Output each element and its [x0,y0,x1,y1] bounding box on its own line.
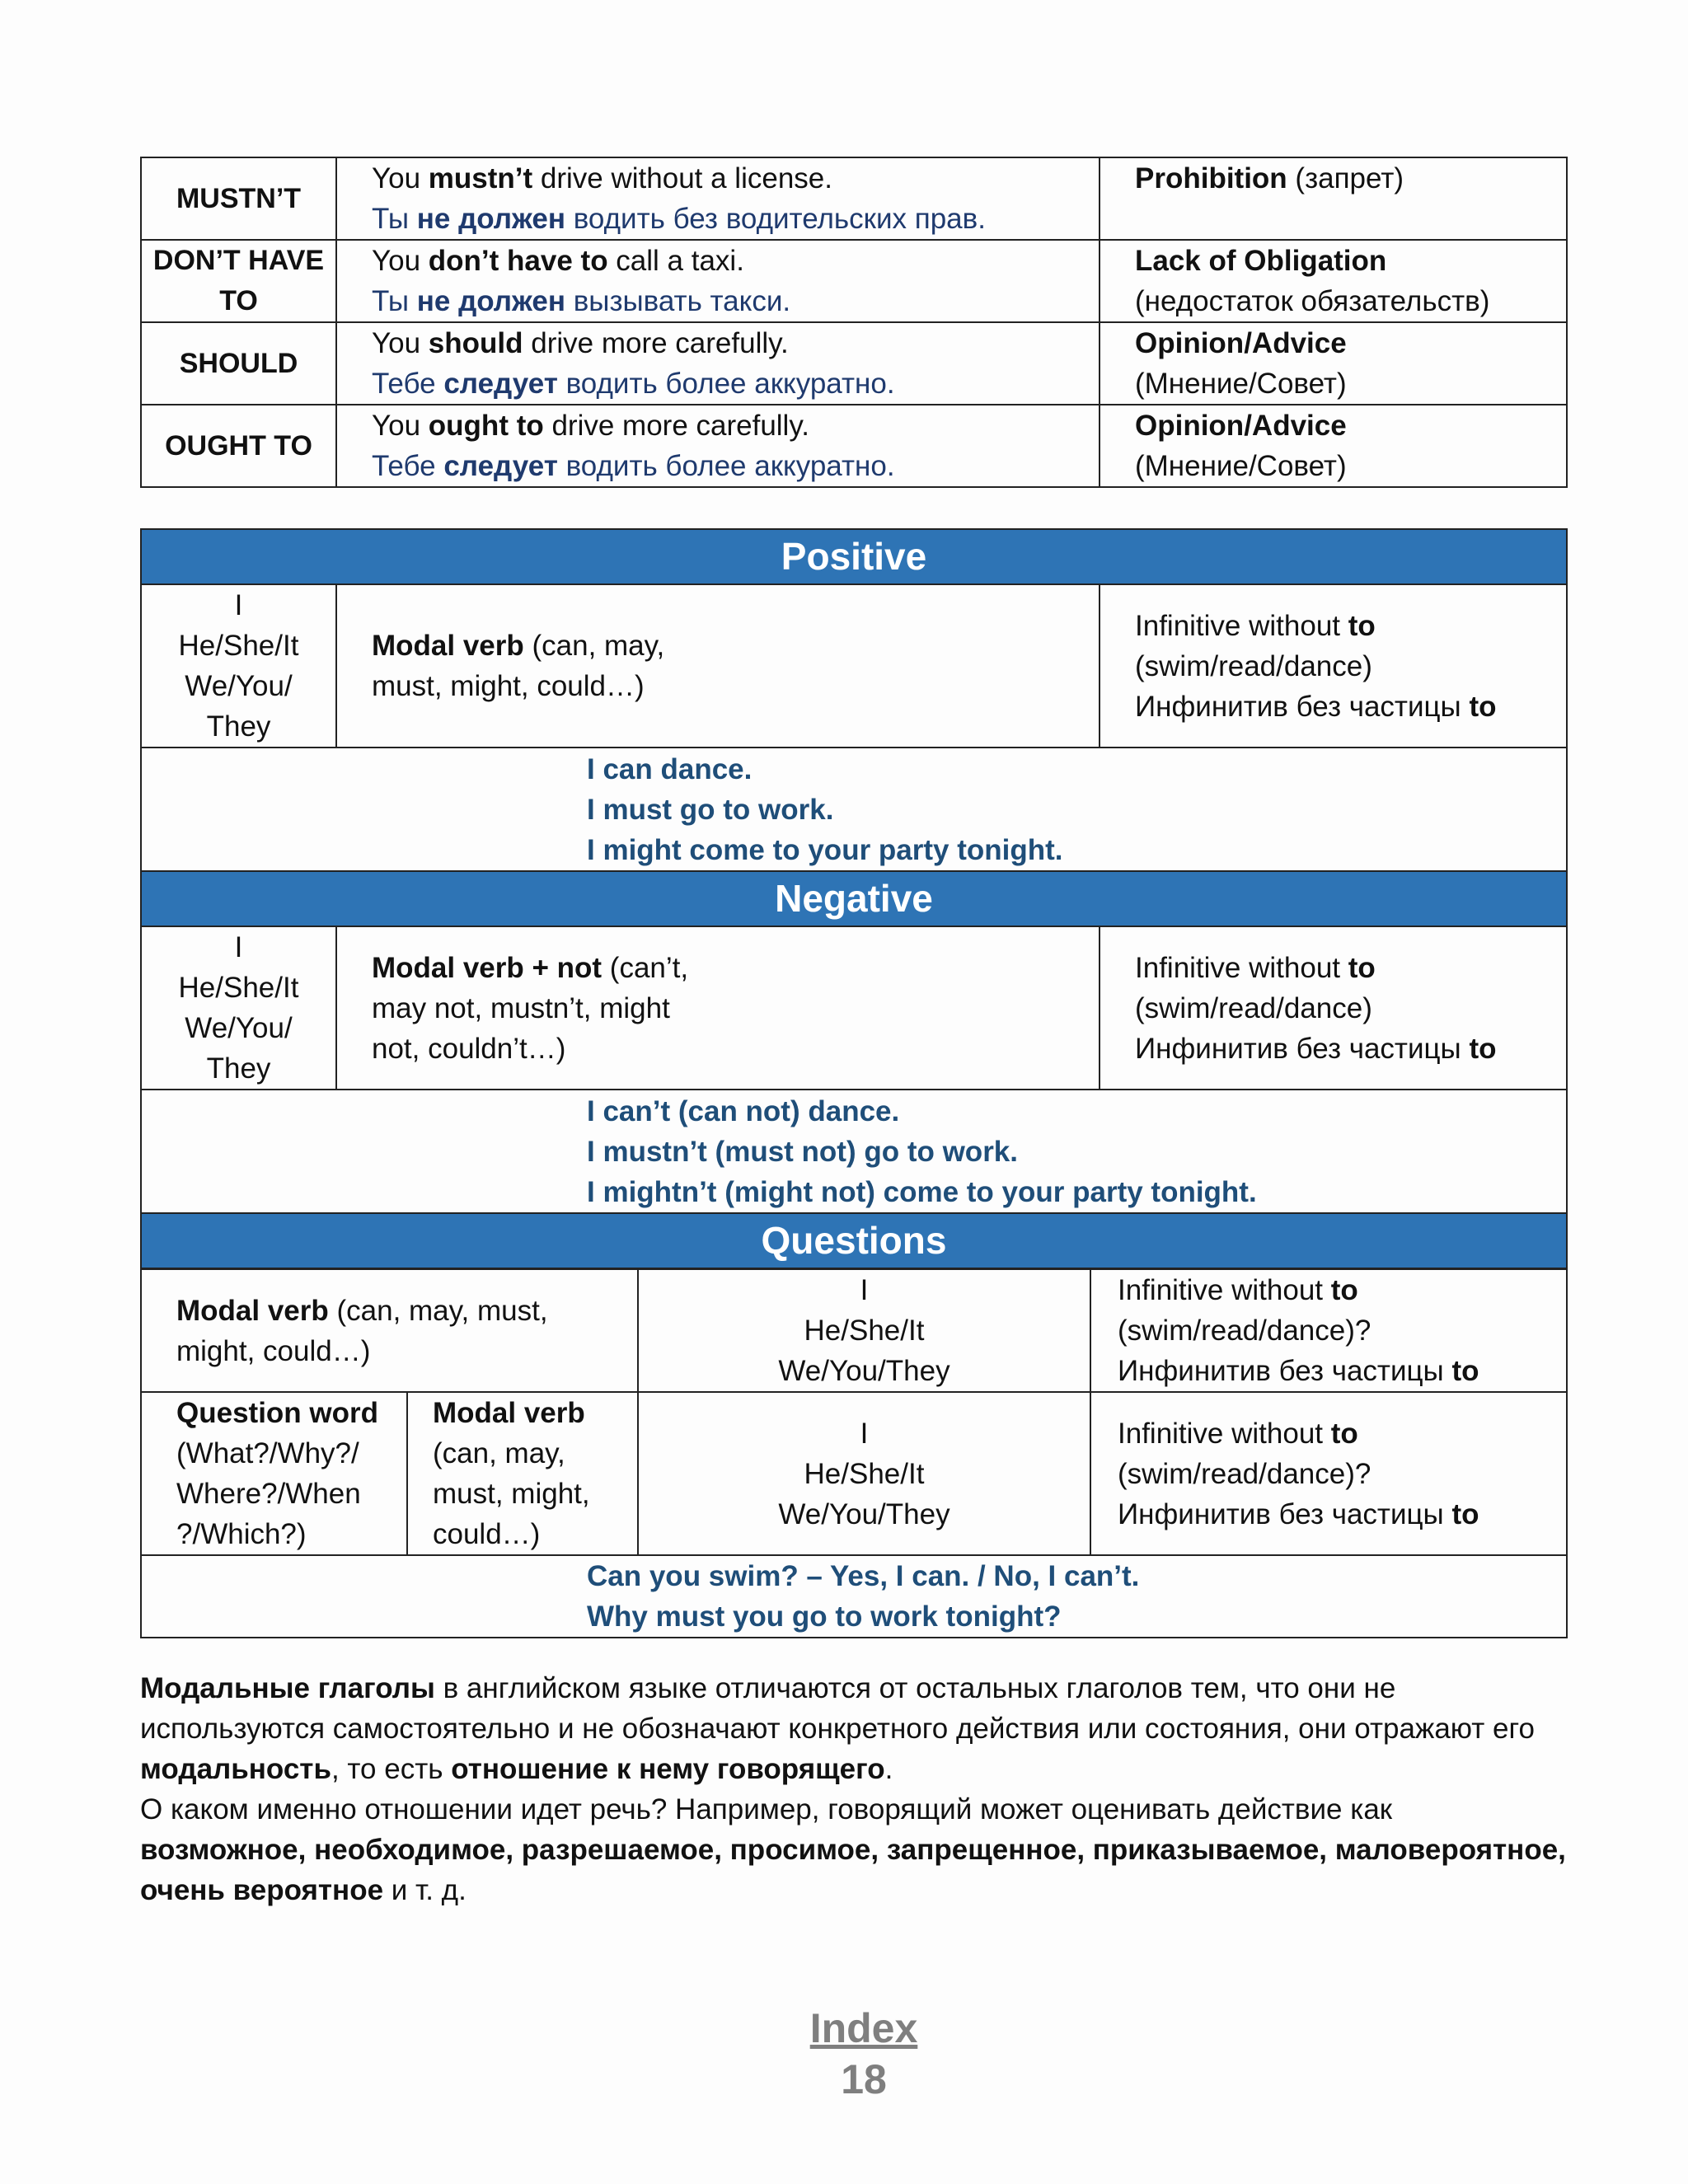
pronoun: He/She/It [178,972,299,1004]
questions-examples-row [141,1555,1567,1638]
grammar-table [140,528,1568,1269]
modal-verbs-table [140,157,1568,488]
pronoun: We/You/They [778,1497,950,1530]
paragraph-block [140,1789,1566,1910]
pronoun: He/She/It [804,1457,925,1490]
example-sentence: I must go to work. [587,793,834,826]
pronoun: We/You/ [185,1012,293,1044]
infinitive-cell [1090,1392,1567,1555]
modal-verb-label: OUGHT TO [165,429,312,462]
infinitive-to: to [1348,951,1376,984]
positive-header: Positive [141,529,1567,584]
example-ru-text: Ты [372,203,417,235]
bold-term: Модальные глаголы [140,1672,435,1704]
example-cell [336,240,1100,322]
example-en-text: You [372,245,429,277]
example-en-text: You [372,410,429,442]
question-word-list: (What?/Why?/ Where?/When ?/Which?) [176,1437,361,1550]
meaning-cell [1100,322,1567,405]
pronoun: He/She/It [804,1315,925,1347]
infinitive-cell [1100,926,1567,1090]
positive-examples-row [141,748,1567,871]
modal-verb-cell [336,926,1100,1090]
bold-term: отношение к нему говорящего [451,1753,885,1785]
pronouns-cell [638,1269,1090,1392]
modal-verb-list: (can, may, must, might, could…) [176,1294,548,1367]
example-en-bold: mustn’t [428,162,533,194]
modal-verb-label: MUSTN’T [176,182,302,214]
modal-verb-cell [141,240,336,322]
pronoun: He/She/It [178,630,299,662]
table-row [141,405,1567,487]
example-en-text: drive more carefully. [523,327,789,359]
meaning-text: (Мнение/Совет) [1135,368,1347,400]
example-en-bold: don’t have to [428,245,608,277]
meaning-text: (запрет) [1287,162,1404,194]
infinitive-text: Infinitive without [1118,1274,1331,1306]
meaning-bold: Opinion/Advice [1135,327,1347,359]
modal-verb-list: (can’t, may not, mustn’t, might not, couldn’t…) [372,951,689,1065]
modal-verb-bold: Modal verb [372,630,524,662]
table-row [141,322,1567,405]
modal-verb-label: DON’T HAVE TO [152,245,325,316]
pronoun: We/You/ [185,670,293,702]
meaning-text: (недостаток обязательств) [1135,285,1490,317]
example-sentence: I might come to your party tonight. [587,833,1063,866]
example-ru-text: водить без водительских прав. [565,203,986,235]
example-ru-text: водить более аккуратно. [557,368,895,400]
modal-verb-cell [336,584,1100,748]
infinitive-text: Infinitive without [1135,951,1348,984]
paragraph-text: в английском языке отличаются от остальных глаголов тем, что они не используются самостоятельно и не обозначают конкретного действия или состояния, они отражают его [140,1672,1535,1745]
infinitive-examples: (swim/read/dance)? [1118,1457,1372,1490]
page-footer [0,2003,1688,2105]
example-cell [336,405,1100,487]
negative-header: Negative [141,871,1567,926]
infinitive-to: to [1451,1497,1479,1530]
positive-header-row [141,529,1567,584]
infinitive-ru: Инфинитив без частицы [1135,690,1470,723]
modal-verb-bold: Modal verb [433,1397,585,1429]
pronoun: We/You/They [778,1355,950,1387]
question-word-bold: Question word [176,1397,378,1429]
question-word-row [141,1392,1567,1555]
index-link[interactable]: Index [809,2005,918,2051]
pronoun: I [234,931,243,963]
question-word-cell [141,1392,407,1555]
questions-table [140,1268,1568,1638]
infinitive-text: Infinitive without [1118,1417,1331,1450]
example-en-bold: should [428,327,523,359]
example-en-text: call a taxi. [607,245,744,277]
infinitive-examples: (swim/read/dance)? [1118,1315,1372,1347]
infinitive-to: to [1348,609,1376,642]
pronoun: They [206,710,271,743]
table-row [141,157,1567,240]
example-en-bold: ought to [428,410,544,442]
modal-verb-cell [141,405,336,487]
example-ru-text: Ты [372,285,417,317]
meaning-bold: Prohibition [1135,162,1287,194]
example-sentence: I mustn’t (must not) go to work. [587,1135,1019,1168]
examples-cell [141,1555,1567,1638]
pronouns-cell [638,1392,1090,1555]
infinitive-ru: Инфинитив без частицы [1118,1497,1452,1530]
page-number: 18 [841,2056,887,2102]
pronouns-cell [141,584,336,748]
table-row [141,240,1567,322]
meaning-cell [1100,405,1567,487]
modal-verb-cell [141,322,336,405]
infinitive-to: to [1469,1032,1497,1065]
questions-header: Questions [141,1213,1567,1268]
example-ru-bold: следует [443,368,558,400]
example-ru-bold: следует [443,450,558,482]
infinitive-to: to [1469,690,1497,723]
modal-verb-label: SHOULD [179,347,298,379]
infinitive-ru: Инфинитив без частицы [1135,1032,1470,1065]
positive-structure-row [141,584,1567,748]
pronouns-cell [141,926,336,1090]
negative-header-row [141,871,1567,926]
negative-structure-row [141,926,1567,1090]
example-cell [336,157,1100,240]
bold-term: возможное, необходимое, разрешаемое, просимое, запрещенное, приказываемое, маловероятное, очень вероятное [140,1834,1566,1906]
meaning-bold: Opinion/Advice [1135,410,1347,442]
explanation-paragraph [140,1668,1566,1910]
pronoun: I [234,589,243,621]
paragraph-text: О каком именно отношении идет речь? Например, говорящий может оценивать действие как [140,1793,1393,1825]
meaning-cell [1100,157,1567,240]
bold-term: модальность [140,1753,331,1785]
example-ru-bold: не должен [416,285,565,317]
modal-verb-bold: Modal verb + not [372,951,603,984]
example-ru-text: вызывать такси. [565,285,791,317]
example-en-text: You [372,162,429,194]
pronoun: I [860,1417,869,1450]
example-sentence: Can you swim? – Yes, I can. / No, I can’t. [587,1560,1140,1592]
meaning-text: (Мнение/Совет) [1135,450,1347,482]
infinitive-text: Infinitive without [1135,609,1348,642]
infinitive-cell [1090,1269,1567,1392]
modal-verb-list: (can, may, must, might, could…) [433,1437,590,1550]
meaning-cell [1100,240,1567,322]
examples-cell [141,748,1567,871]
question-structure-row [141,1269,1567,1392]
negative-examples-row [141,1090,1567,1213]
example-en-text: You [372,327,429,359]
paragraph-text: и т. д. [383,1874,467,1906]
example-cell [336,322,1100,405]
modal-verb-cell [141,1269,638,1392]
example-ru-bold: не должен [416,203,565,235]
pronoun: They [206,1052,271,1085]
example-sentence: Why must you go to work tonight? [587,1601,1062,1633]
infinitive-ru: Инфинитив без частицы [1118,1355,1452,1387]
example-sentence: I can dance. [587,752,753,785]
example-ru-text: Тебе [372,368,444,400]
questions-header-row [141,1213,1567,1268]
infinitive-cell [1100,584,1567,748]
modal-verb-cell [141,157,336,240]
pronoun: I [860,1274,869,1306]
example-sentence: I can’t (can not) dance. [587,1094,900,1127]
example-en-text: drive more carefully. [543,410,809,442]
paragraph-text: , то есть [331,1753,452,1785]
infinitive-to: to [1330,1417,1358,1450]
example-ru-text: водить более аккуратно. [557,450,895,482]
infinitive-to: to [1451,1355,1479,1387]
modal-verb-bold: Modal verb [176,1294,329,1327]
modal-verb-cell [407,1392,638,1555]
paragraph-text: . [884,1753,893,1785]
infinitive-examples: (swim/read/dance) [1135,991,1372,1024]
example-sentence: I mightn’t (might not) come to your party tonight. [587,1175,1257,1208]
examples-cell [141,1090,1567,1213]
example-ru-text: Тебе [372,450,444,482]
infinitive-to: to [1330,1274,1358,1306]
meaning-bold: Lack of Obligation [1135,245,1387,277]
example-en-text: drive without a license. [532,162,832,194]
modal-verb-list: (can, may, must, might, could…) [372,630,665,702]
infinitive-examples: (swim/read/dance) [1135,649,1372,682]
paragraph-block [140,1668,1566,1789]
